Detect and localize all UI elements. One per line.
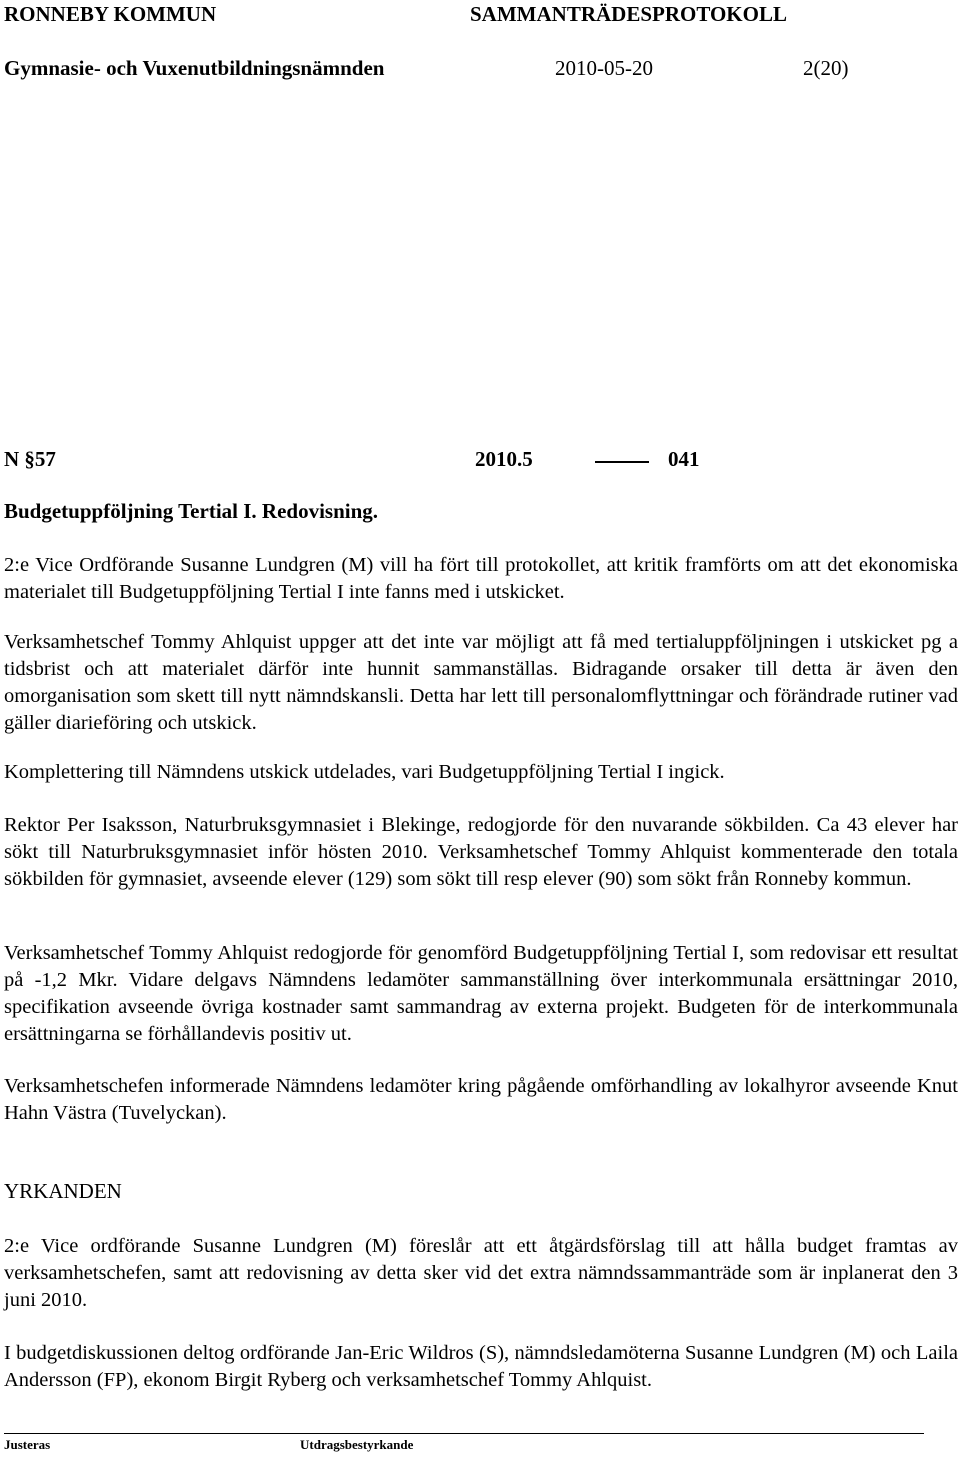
meeting-date: 2010-05-20 [555, 56, 653, 80]
document-type: SAMMANTRÄDESPROTOKOLL [470, 2, 787, 26]
footer-divider [4, 1433, 924, 1434]
board-name: Gymnasie- och Vuxenutbildningsnämnden [4, 56, 385, 80]
case-reference: 2010.5 [475, 447, 533, 471]
footer-justeras: Justeras [4, 1437, 51, 1452]
paragraph-supplement: Komplettering till Nämndens utskick utdelades, vari Budgetuppföljning Tertial I ingick. [4, 761, 725, 783]
footer-utdragsbestyrkande: Utdragsbestyrkande [300, 1437, 414, 1452]
case-number: N §57 [4, 447, 56, 471]
paragraph-applications: Rektor Per Isaksson, Naturbruksgymnasiet i Blekinge, redogjorde för den nuvarande sökbilden. Ca 43 elever har sökt till Naturbruksgymnasiet inför hösten 2010. Verksamhetschef Tommy Ahlquist kommenterade den totala sökbilden för gymnasiet, avseende elever (129) som sökt till resp elever (90) som sökt från Ronneby kommun. [4, 814, 958, 890]
paragraph-budget-report: Verksamhetschef Tommy Ahlquist redogjorde för genomförd Budgetuppföljning Tertial I, som redovisar ett resultat på -1,2 Mkr. Vidare delgavs Nämndens ledamöter sammanställning över interkommunala ersättningar 2010, specifikation avseende övriga kostnader samt sammandrag av externa projekt. Budgeten för de interkommunala ersättningarna se förhållandevis positiv ut. [4, 942, 958, 1045]
paragraph-criticism: 2:e Vice Ordförande Susanne Lundgren (M) vill ha fört till protokollet, att kritik framförts om att det ekonomiska materialet till Budgetuppföljning Tertial I inte fanns med i utskicket. [4, 554, 958, 603]
municipality-name: RONNEBY KOMMUN [4, 2, 217, 26]
yrkanden-heading: YRKANDEN [4, 1179, 122, 1203]
page-number: 2(20) [803, 56, 849, 80]
case-title: Budgetuppföljning Tertial I. Redovisning. [4, 499, 379, 523]
paragraph-explanation: Verksamhetschef Tommy Ahlquist uppger att det inte var möjligt att få med tertialuppföljningen i utskicket pg a tidsbrist och att materialet därför inte hunnit sammanställas. Bidragande orsaker till detta är även den omorganisation som skett till nytt nämndskansli. Detta har lett till personalomflyttningar och förändrade rutiner vad gäller diarieföring och utskick. [4, 631, 958, 734]
paragraph-proposal: 2:e Vice ordförande Susanne Lundgren (M) föreslår att ett åtgärdsförslag till att hålla budget framtas av verksamhetschefen, samt att redovisning av detta sker vid det extra nämndssammanträde som är inplanerat den 3 juni 2010. [4, 1235, 958, 1311]
paragraph-participants: I budgetdiskussionen deltog ordförande Jan-Eric Wildros (S), nämndsledamöterna Susanne Lundgren (M) och Laila Andersson (FP), ekonom Birgit Ryberg och verksamhetschef Tommy Ahlquist. [4, 1342, 958, 1391]
case-code: 041 [668, 447, 700, 471]
paragraph-rent-negotiation: Verksamhetschefen informerade Nämndens ledamöter kring pågående omförhandling av lokalhyror avseende Knut Hahn Västra (Tuvelyckan). [4, 1075, 958, 1124]
case-separator-dash [595, 461, 649, 463]
